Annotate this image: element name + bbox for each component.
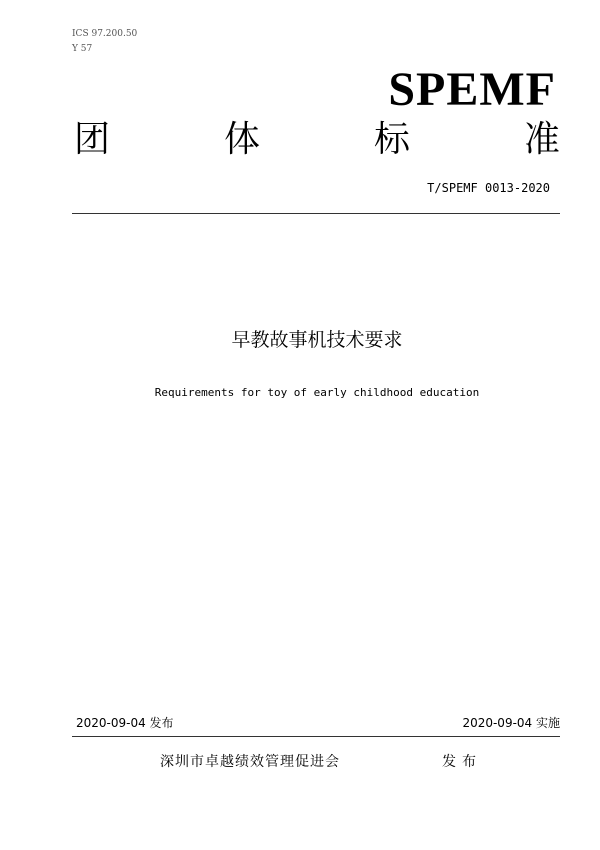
document-title-english: Requirements for toy of early childhood education bbox=[154, 386, 480, 399]
publish-label: 发布 bbox=[442, 754, 482, 770]
ccs-code: Y 57 bbox=[72, 44, 93, 54]
standard-number: T/SPEMF 0013-2020 bbox=[427, 181, 550, 195]
standard-type-char: 团 bbox=[74, 119, 111, 160]
issue-date: 2020-09-04 发布 bbox=[76, 716, 174, 730]
standard-type-char: 准 bbox=[523, 119, 560, 160]
footer-divider bbox=[72, 736, 560, 737]
standard-type-char: 体 bbox=[223, 119, 260, 160]
publisher-name: 深圳市卓越绩效管理促进会 bbox=[160, 754, 340, 770]
ics-code: ICS 97.200.50 bbox=[72, 29, 138, 39]
brand-logo-text: SPEMF bbox=[388, 63, 556, 116]
implementation-date: 2020-09-04 实施 bbox=[462, 716, 560, 730]
document-title-chinese: 早教故事机技术要求 bbox=[231, 329, 403, 351]
header-divider bbox=[72, 213, 560, 214]
standard-type-char: 标 bbox=[373, 119, 410, 160]
standard-type-heading bbox=[74, 119, 560, 160]
